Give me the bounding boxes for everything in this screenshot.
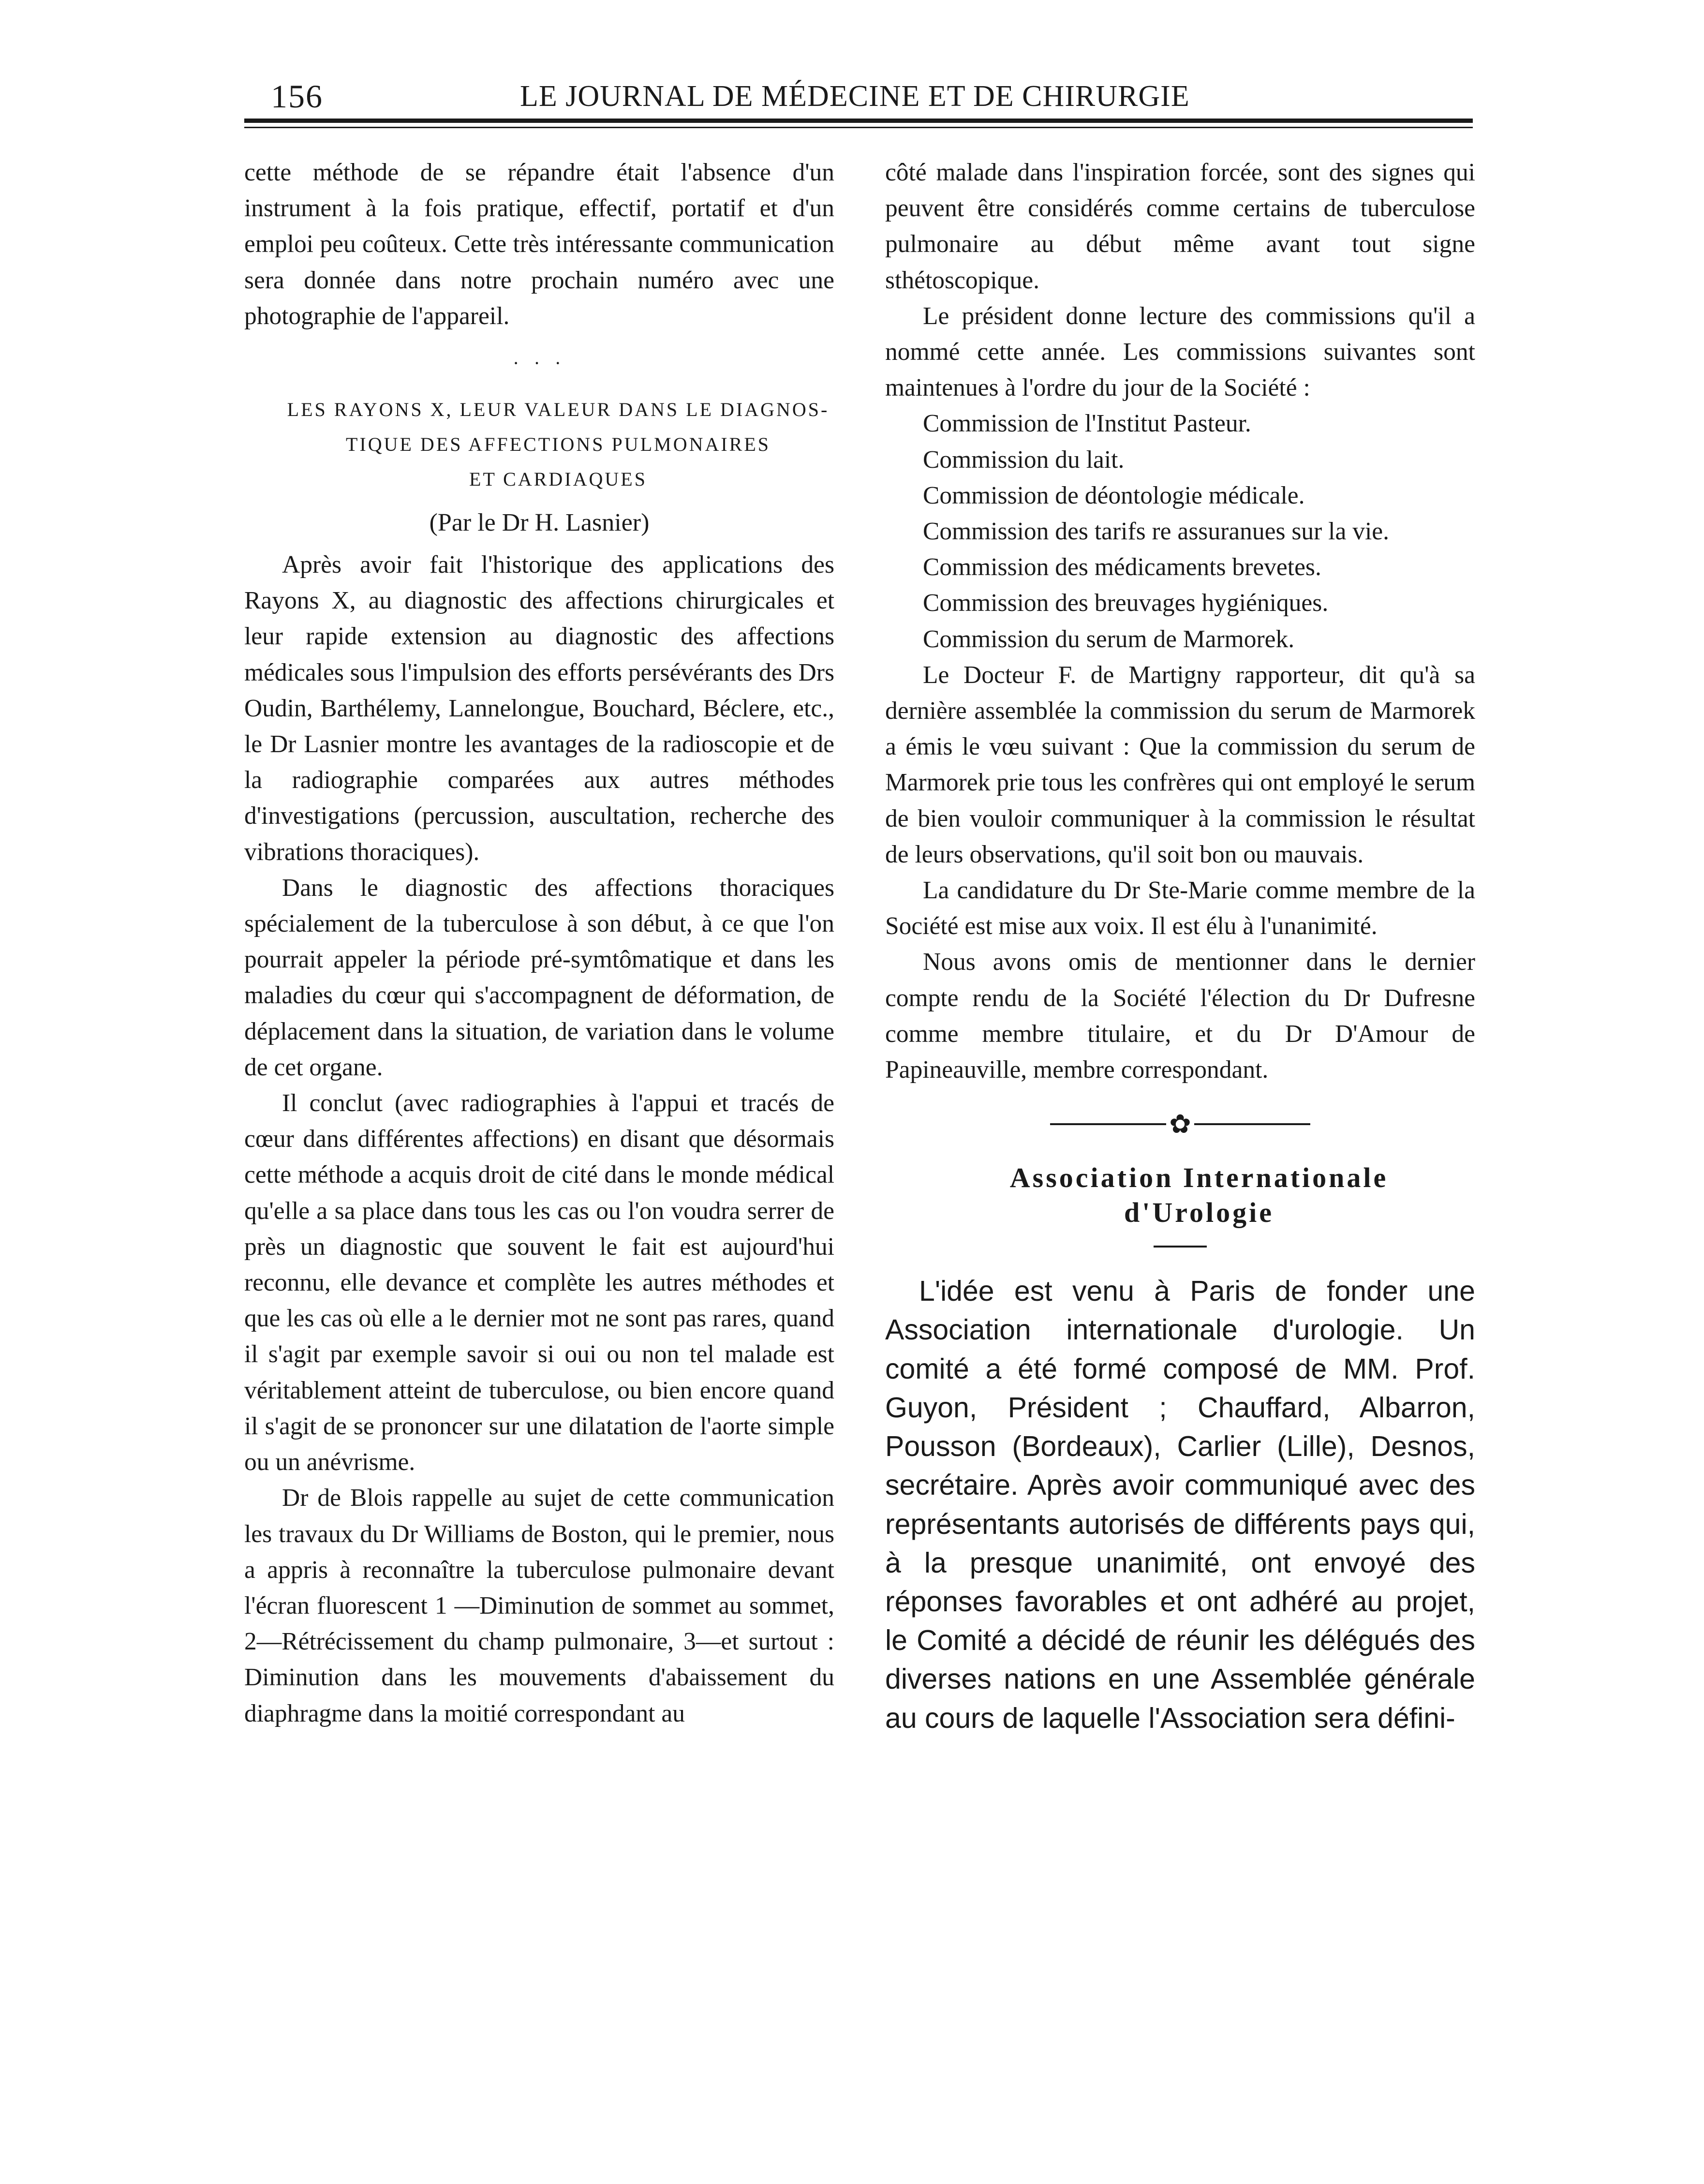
paragraph: La candidature du Dr Ste-Marie comme membre de la Société est mise aux voix. Il est élu à l'unanimité. [885, 877, 1475, 940]
commission-item: Commission de déontologie médicale. [923, 481, 1305, 509]
left-column [244, 155, 834, 1732]
commission-item: Commission du serum de Marmorek. [923, 625, 1295, 653]
ornament-line-left [1050, 1123, 1166, 1125]
right-column [885, 155, 1475, 1738]
commission-item: Commission des tarifs re assuranues sur la vie. [923, 518, 1390, 546]
commission-item: Commission de l'Institut Pasteur. [923, 410, 1251, 438]
paragraph: Nous avons omis de mentionner dans le dernier compte rendu de la Société l'élection du Dr Dufresne comme membre titulaire, et du Dr D'Amour de Papineauville, membre correspondant. [885, 948, 1475, 1084]
paragraph: Il conclut (avec radiographies à l'appui et tracés de cœur dans différentes affections) en disant que désormais cette méthode a acquis droit de cité dans le monde médical qu'elle a sa place dans tous les cas ou l'on voudra serrer de près un diagnostic que souvent le fait est aujourd'hui reconnu, elle devance et complète les autres méthodes et que les cas où elle a le dernier mot ne sont pas rares, quand il s'agit par exemple savoir si oui ou non tel malade est véritablement atteint de tuberculose, ou bien encore quand il s'agit de se prononcer sur une dilatation de l'aorte simple ou un anévrisme. [244, 1089, 834, 1476]
intro-paragraph: cette méthode de se répandre était l'absence d'un instrument à la fois pratique, effectif, portatif et d'un emploi peu coûteux. Cette très intéressante communication sera donnée dans notre prochain numéro avec une photographie de l'appareil. [244, 159, 834, 330]
section-title-line-1: LES RAYONS X, LEUR VALEUR DANS LE DIAGNOS- [287, 399, 830, 421]
commissions-intro: Le président donne lecture des commissions qu'il a nommé cette année. Les commissions suivantes sont maintenues à l'ordre du jour de la Société : [885, 302, 1475, 402]
continuation-paragraph: côté malade dans l'inspiration forcée, sont des signes qui peuvent être considérés comme certains de tuberculose pulmonaire au début même avant tout signe sthétoscopique. [885, 159, 1475, 294]
ornament-line-right [1194, 1123, 1310, 1125]
association-title-line-1: Association Internationale [1009, 1162, 1389, 1194]
association-body [885, 1272, 1475, 1737]
ornament-divider [885, 1088, 1475, 1160]
byline: (Par le Dr H. Lasnier) [429, 509, 650, 537]
header-rule-thick [244, 119, 1473, 123]
header-rule-thin [244, 127, 1473, 128]
title-underline [1154, 1246, 1207, 1248]
association-title-line-2: d'Urologie [1124, 1197, 1274, 1229]
running-title: LE JOURNAL DE MÉDECINE ET DE CHIRURGIE [520, 80, 1190, 113]
section-title-line-2: TIQUE DES AFFECTIONS PULMONAIRES [345, 433, 771, 456]
paragraph: Le Docteur F. de Martigny rapporteur, dit qu'à sa dernière assemblée la commission du serum de Marmorek a émis le vœu suivant : Que la commission du serum de Marmorek prie tous les confrères qui ont employé le serum de bien vouloir communiquer à la commission le résultat de leurs observations, qu'il soit bon ou mauvais. [885, 661, 1475, 868]
commission-item: Commission des breuvages hygiéniques. [923, 589, 1329, 617]
paragraph: Dr de Blois rappelle au sujet de cette communication les travaux du Dr Williams de Boston, qui le premier, nous a appris à reconnaître la tuberculose pulmonaire devant l'écran fluorescent 1 —Diminution de sommet au sommet, 2—Rétrécissement du champ pulmonaire, 3—et surtout : Diminution dans les mouvements d'abaissement du diaphragme dans la moitié correspondant au [244, 1484, 834, 1727]
paragraph: Dans le diagnostic des affections thoraciques spécialement de la tuberculose à son début, à ce que l'on pourrait appeler la période pré-symtômatique et dans les maladies du cœur qui s'accompagnent de déformation, de déplacement dans la situation, de variation dans le volume de cet organe. [244, 874, 834, 1081]
page-number: 156 [271, 78, 323, 115]
section-separator: · · · [513, 352, 566, 374]
association-paragraph: L'idée est venu à Paris de fonder une Association internationale d'urologie. Un comité a été formé composé de MM. Prof. Guyon, Président ; Chauffard, Albarron, Pousson (Bordeaux), Carlier (Lille), Desnos, secrétaire. Après avoir communiqué avec des représentants autorisés de différents pays qui, à la presque unanimité, ont envoyé des réponses favorables et ont adhéré au projet, le Comité a décidé de réunir les délégués des diverses nations en une Assemblée générale au cours de laquelle l'Association sera défini- [885, 1275, 1475, 1734]
flower-icon: ✿ [1169, 1110, 1191, 1139]
paragraph: Après avoir fait l'historique des applications des Rayons X, au diagnostic des affections chirurgicales et leur rapide extension au diagnostic des affections médicales sous l'impulsion des efforts persévérants des Drs Oudin, Barthélemy, Lannelongue, Bouchard, Béclere, etc., le Dr Lasnier montre les avantages de la radioscopie et de la radiographie comparées aux autres méthodes d'investigations (percussion, auscultation, recherche des vibrations thoraciques). [244, 551, 834, 866]
commission-item: Commission du lait. [923, 446, 1125, 474]
commission-item: Commission des médicaments brevetes. [923, 553, 1321, 581]
section-title-line-3: ET CARDIAQUES [469, 468, 647, 490]
